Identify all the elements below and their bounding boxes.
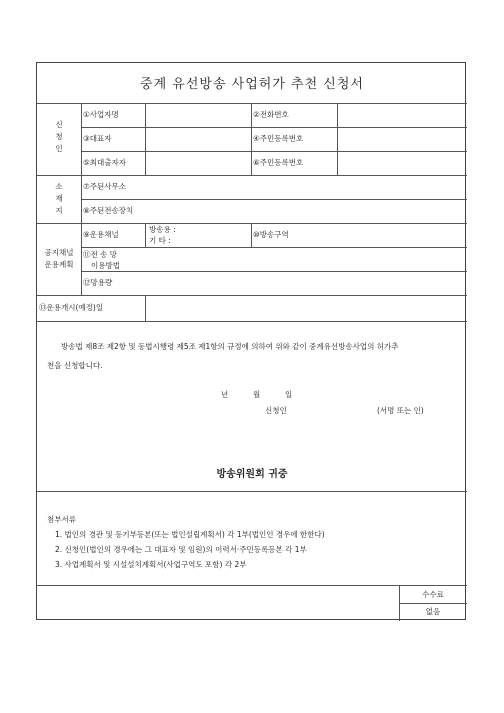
public-channel-label-line: 공지채널 [44,248,74,257]
application-form [36,62,466,620]
applicant-label [37,119,81,155]
date-day-label: 일 [285,390,293,399]
attachment-item: 2. 신청인(법인의 경우에는 그 대표자 및 임원)의 이력서·주민등록등본 각 1부 [55,545,307,554]
transmission-network-line: 이용방법 [91,261,120,270]
divider [37,585,467,586]
business-name-label: ①사업자명 [83,110,119,119]
divider [399,603,467,604]
divider [37,103,467,104]
transmission-network-label [83,249,120,271]
divider [337,103,338,175]
divider [37,175,467,176]
attachment-item: 3. 사업계획서 및 시설설치계획서(사업구역도 포함) 각 2부 [55,560,247,569]
attachments-heading: 첨부서류 [47,515,76,524]
divider [37,223,467,224]
fee-value: 없음 [425,607,441,616]
location-label [37,181,81,217]
broadcast-area-label: ⑩방송구역 [253,230,289,239]
divider [81,103,82,295]
network-capacity-label: ⑫망용량 [83,278,113,287]
divider [37,321,467,322]
divider [81,199,467,200]
divider [81,271,467,272]
divider [37,295,467,296]
divider [81,127,467,128]
applicant-label-line: 인 [55,144,63,153]
recipient: 방송위원회 귀중 [216,469,288,480]
other-use-label: 기 타 : [149,236,171,245]
public-channel-label-line: 운용계획 [44,260,74,269]
signature-note: (서명 또는 인) [377,406,424,415]
representative-label: ③대표자 [83,134,112,143]
divider [37,491,467,492]
divider [81,151,467,152]
attachment-item: 1. 법인의 경관 및 등기부등본(또는 법인설립계획서) 각 1부(법인인 경우에 한한다) [55,530,325,539]
broadcast-use-label: 방송용 : [149,225,176,234]
date-month-label: 월 [253,390,261,399]
operation-channel-label: ⑨운용채널 [83,230,119,239]
main-transmitter-label: ⑧주된전송장치 [83,206,134,215]
phone-label: ②전화번호 [253,110,289,119]
applicant-signature-label: 신청인 [265,406,287,415]
fee-label: 수수료 [422,590,444,599]
divider [251,223,252,247]
declaration-line: 천을 신청합니다. [47,361,103,370]
divider [145,223,146,247]
location-label-line: 재 [55,194,63,203]
public-channel-label [37,247,81,271]
applicant-label-line: 신 [55,120,63,129]
applicant-label-line: 청 [55,132,63,141]
location-label-line: 지 [55,206,63,215]
divider [145,103,146,175]
resident-number-label: ⑥주민등록번호 [253,158,304,167]
divider [145,295,146,321]
start-date-label: ⑬운용개시(예정)일 [39,303,104,312]
form-title: 중계 유선방송 사업허가 추천 신청서 [140,77,364,92]
date-year-label: 년 [221,390,229,399]
location-label-line: 소 [55,182,63,191]
main-office-label: ⑦주된사무소 [83,182,126,191]
largest-investor-label: ⑤최대출자자 [83,158,126,167]
transmission-network-line: ⑪전 송 망 [83,250,118,259]
resident-number-label: ④주민등록번호 [253,134,304,143]
declaration-line: 방송법 제8조 제2항 및 동법시행령 제5조 제1항의 규정에 의하여 위와 같이 중계유선방송사업의 허가추 [61,342,399,351]
divider [81,247,467,248]
divider [251,103,252,175]
